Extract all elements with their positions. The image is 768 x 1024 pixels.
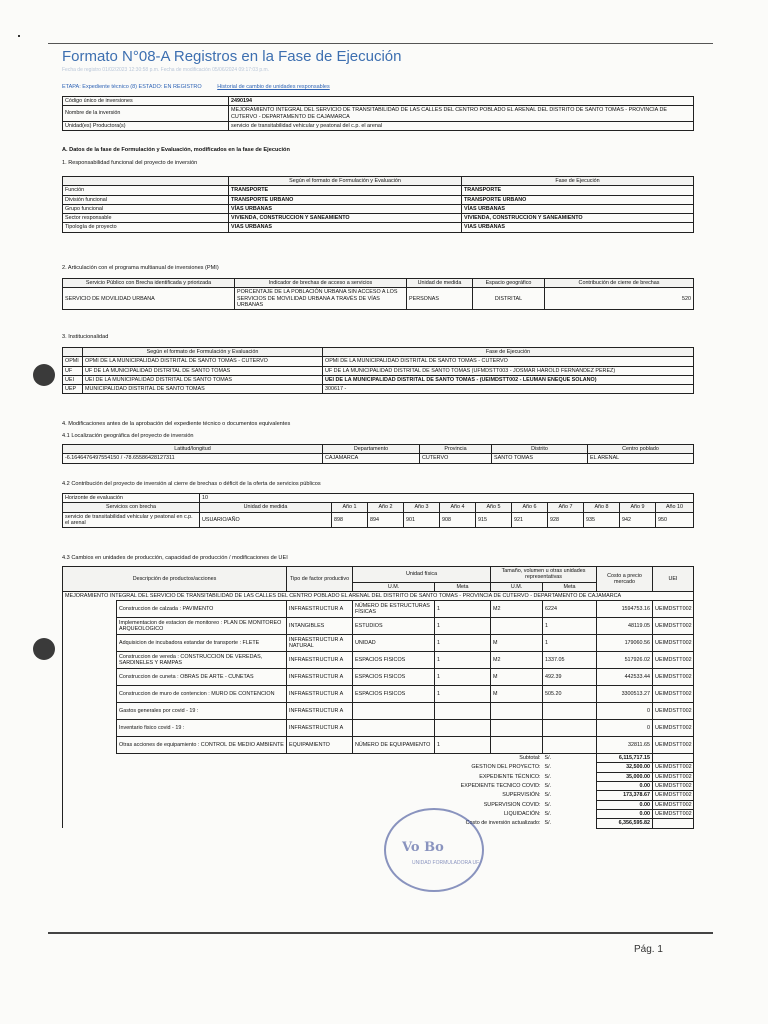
- bottom-rule: [48, 932, 713, 934]
- section-2-title: 2. Articulación con el programa multianual de inversiones (PMI): [62, 265, 219, 271]
- indent-cell: [63, 703, 117, 720]
- total-currency: S/.: [543, 754, 597, 763]
- gap-header: Año 7: [548, 503, 584, 512]
- product-cell: INFRAESTRUCTUR A: [287, 720, 353, 737]
- product-row: [63, 601, 694, 618]
- col-meta-1: Meta: [435, 582, 491, 591]
- location-cell: EL ARENAL: [588, 454, 694, 463]
- product-cell: Construccion de vereda : CONSTRUCCION DE VEREDAS, SARDINELES Y RAMPAS: [117, 652, 287, 669]
- product-cell: M: [491, 686, 543, 703]
- indent-cell: [63, 635, 117, 652]
- total-row: [63, 763, 694, 772]
- product-cell: UEIMDSTT002: [653, 652, 694, 669]
- total-row: [63, 782, 694, 791]
- page-title: Formato N°08-A Registros en la Fase de Ejecución: [62, 48, 402, 65]
- s1-cell: VÍAS URBANAS: [462, 204, 694, 213]
- gap-cell: servicio de transitabilidad vehicular y peatonal en c.p. el arenal: [63, 512, 200, 528]
- gap-cell: USUARIO/AÑO: [200, 512, 332, 528]
- s1-row: [63, 195, 694, 204]
- product-cell: Construccion de calzada : PAVIMENTO: [117, 601, 287, 618]
- total-label: Costo de inversión actualizado:: [63, 819, 543, 828]
- col-desc: Descripción de productos/acciones: [63, 567, 287, 592]
- s3-cell: 300617 -: [323, 385, 694, 394]
- general-row: [63, 121, 694, 130]
- s3-row: [63, 385, 694, 394]
- product-row: [63, 720, 694, 737]
- s2-cell: PERSONAS: [407, 288, 473, 310]
- horizon-label: Horizonte de evaluación: [63, 494, 200, 503]
- section-4-title: 4. Modificaciones antes de la aprobación del expediente técnico o documentos equivalentes: [62, 421, 291, 427]
- punch-hole-top: [33, 364, 55, 386]
- product-cell: 179060.56: [597, 635, 653, 652]
- s2-cell: DISTRITAL: [473, 288, 545, 310]
- stage-status: ETAPA: Expediente técnico (8) ESTADO: EN REGISTRO: [62, 84, 202, 90]
- gap-cell: 901: [404, 512, 440, 528]
- product-cell: NÚMERO DE ESTRUCTURAS FÍSICAS: [353, 601, 435, 618]
- indent-cell: [63, 720, 117, 737]
- gap-header: Servicios con brecha: [63, 503, 200, 512]
- product-cell: ESPACIOS FISICOS: [353, 669, 435, 686]
- s1-cell: VIVIENDA, CONSTRUCCION Y SANEAMIENTO: [462, 214, 694, 223]
- gap-header: Año 4: [440, 503, 476, 512]
- general-label: Unidad(es) Productora(s): [63, 121, 229, 130]
- section-1-title: 1. Responsabilidad funcional del proyecto de inversión: [62, 160, 198, 166]
- product-cell: ESTUDIOS: [353, 618, 435, 635]
- s1-header: [63, 177, 229, 186]
- product-cell: 1: [435, 618, 491, 635]
- product-cell: ESPACIOS FISICOS: [353, 686, 435, 703]
- approval-stamp: [384, 808, 484, 892]
- general-label: Nombre de la inversión: [63, 106, 229, 122]
- product-cell: 1: [435, 635, 491, 652]
- s1-header: Fase de Ejecución: [462, 177, 694, 186]
- product-cell: Implementacion de estacion de monitoreo : PLAN DE MONITOREO ARQUEOLOGICO: [117, 618, 287, 635]
- product-cell: 1: [435, 686, 491, 703]
- product-cell: 32811.65: [597, 737, 653, 754]
- product-cell: [353, 703, 435, 720]
- indent-cell: [63, 686, 117, 703]
- s2-cell: 520: [545, 288, 694, 310]
- stamp-text: Vo Bo: [402, 840, 444, 855]
- total-uei: UEIMDSTT002: [653, 809, 694, 818]
- total-value: 32,500.00: [597, 763, 653, 772]
- total-label: SUPERVISIÓN:: [63, 791, 543, 800]
- s1-cell: TRANSPORTE URBANO: [229, 195, 462, 204]
- gap-header: Año 1: [332, 503, 368, 512]
- total-label: GESTION DEL PROYECTO:: [63, 763, 543, 772]
- product-cell: UEIMDSTT002: [653, 669, 694, 686]
- general-info-table: [62, 96, 694, 131]
- product-cell: [543, 720, 597, 737]
- product-cell: 0: [597, 720, 653, 737]
- gap-cell: 915: [476, 512, 512, 528]
- gap-header: Año 5: [476, 503, 512, 512]
- product-cell: EQUIPAMIENTO: [287, 737, 353, 754]
- project-name-row: MEJORAMIENTO INTEGRAL DEL SERVICIO DE TRANSITABILIDAD DE LAS CALLES DEL CENTRO POBLADO EL ARENAL DEL DISTRITO DE SANTO TOMAS - PROVINCIA DE CUTERVO - DEPARTAMENTO DE CAJAMARCA: [63, 591, 694, 600]
- s1-row: [63, 223, 694, 232]
- product-cell: [491, 720, 543, 737]
- total-label: SUPERVISION COVID:: [63, 800, 543, 809]
- s3-row: [63, 366, 694, 375]
- gap-header: Año 2: [368, 503, 404, 512]
- gap-header: Año 3: [404, 503, 440, 512]
- product-cell: Adquisicion de incubadora estandar de transporte : FLETE: [117, 635, 287, 652]
- product-cell: UEIMDSTT002: [653, 601, 694, 618]
- total-currency: S/.: [543, 809, 597, 818]
- product-cell: M: [491, 635, 543, 652]
- product-cell: 48119.05: [597, 618, 653, 635]
- general-value: 2490194: [229, 97, 694, 106]
- indent-cell: [63, 737, 117, 754]
- s3-cell: UF DE LA MUNICIPALIDAD DISTRITAL DE SANTO TOMAS: [83, 366, 323, 375]
- product-cell: [543, 703, 597, 720]
- s1-cell: VÍAS URBANAS: [229, 204, 462, 213]
- section-42-title: 4.2 Contribución del proyecto de inversión al cierre de brechas o déficit de la oferta de servicios públicos: [62, 481, 321, 487]
- gap-header: Año 9: [620, 503, 656, 512]
- product-cell: 3300513.27: [597, 686, 653, 703]
- total-currency: S/.: [543, 763, 597, 772]
- location-cell: SANTO TOMAS: [492, 454, 588, 463]
- total-label: Subtotal:: [63, 754, 543, 763]
- indent-cell: [63, 652, 117, 669]
- gap-cell: 950: [656, 512, 694, 528]
- gap-cell: 898: [332, 512, 368, 528]
- scan-speck: [18, 35, 20, 37]
- total-value: 0.00: [597, 809, 653, 818]
- section-43-title: 4.3 Cambios en unidades de producción, capacidad de producción / modificaciones de UEI: [62, 555, 288, 561]
- total-currency: S/.: [543, 772, 597, 781]
- product-cell: 0: [597, 703, 653, 720]
- gap-header: Año 6: [512, 503, 548, 512]
- product-cell: Otras acciones de equipamiento : CONTROL DE MEDIO AMBIENTE: [117, 737, 287, 754]
- location-header: Centro poblado: [588, 445, 694, 454]
- location-table: [62, 444, 694, 464]
- total-value: 0.00: [597, 782, 653, 791]
- s3-cell: UEI: [63, 375, 83, 384]
- product-cell: Gastos generales por covid - 19 :: [117, 703, 287, 720]
- product-cell: [435, 720, 491, 737]
- s1-cell: VIVIENDA, CONSTRUCCION Y SANEAMIENTO: [229, 214, 462, 223]
- indent-cell: [63, 669, 117, 686]
- product-cell: UEIMDSTT002: [653, 737, 694, 754]
- gap-cell: 942: [620, 512, 656, 528]
- total-uei: [653, 754, 694, 763]
- gap-header: Año 10: [656, 503, 694, 512]
- product-cell: [491, 737, 543, 754]
- product-cell: [491, 618, 543, 635]
- total-value: 0.00: [597, 800, 653, 809]
- gap-header: Unidad de medida: [200, 503, 332, 512]
- section-a-title: A. Datos de la fase de Formulación y Evaluación, modificados en la fase de Ejecución: [62, 147, 290, 153]
- stamp-subtext: UNIDAD FORMULADORA UF: [412, 860, 480, 866]
- product-cell: 517926.02: [597, 652, 653, 669]
- col-fisicas: Unidad física: [353, 567, 491, 583]
- s1-cell: VIAS URBANAS: [462, 223, 694, 232]
- institutional-table: [62, 347, 694, 394]
- total-row: [63, 819, 694, 828]
- total-currency: S/.: [543, 782, 597, 791]
- product-cell: 1: [435, 601, 491, 618]
- product-cell: 1: [435, 669, 491, 686]
- col-tamano: Tamaño, volumen u otras unidades representativas: [491, 567, 597, 583]
- s1-row: [63, 204, 694, 213]
- product-cell: M2: [491, 652, 543, 669]
- gap-cell: 908: [440, 512, 476, 528]
- location-header: Latitud/longitud: [63, 445, 323, 454]
- product-cell: [353, 720, 435, 737]
- product-cell: M: [491, 669, 543, 686]
- total-value: 173,378.67: [597, 791, 653, 800]
- product-cell: Construccion de cuneta : OBRAS DE ARTE - CUNETAS: [117, 669, 287, 686]
- product-cell: INFRAESTRUCTUR A: [287, 686, 353, 703]
- s2-header: Unidad de medida: [407, 279, 473, 288]
- s1-cell: TRANSPORTE: [229, 186, 462, 195]
- s3-header: [63, 348, 83, 357]
- horizon-value: 10: [200, 494, 694, 503]
- product-cell: UNIDAD: [353, 635, 435, 652]
- col-costo: Costo a precio mercado: [597, 567, 653, 592]
- col-um-1: U.M.: [353, 582, 435, 591]
- product-cell: UEIMDSTT002: [653, 618, 694, 635]
- gap-cell: 894: [368, 512, 404, 528]
- product-cell: INFRAESTRUCTUR A: [287, 669, 353, 686]
- section-41-title: 4.1 Localización geográfica del proyecto de inversión: [62, 433, 194, 439]
- product-cell: Construccion de muro de contencion : MURO DE CONTENCION: [117, 686, 287, 703]
- general-row: [63, 106, 694, 122]
- col-meta-2: Meta: [543, 582, 597, 591]
- total-uei: UEIMDSTT002: [653, 782, 694, 791]
- product-row: [63, 669, 694, 686]
- s1-cell: VIAS URBANAS: [229, 223, 462, 232]
- location-cell: CAJAMARCA: [323, 454, 420, 463]
- total-currency: S/.: [543, 819, 597, 828]
- total-row: [63, 772, 694, 781]
- product-cell: 492.39: [543, 669, 597, 686]
- s2-header: Espacio geográfico: [473, 279, 545, 288]
- product-row: [63, 737, 694, 754]
- location-header: Distrito: [492, 445, 588, 454]
- s3-cell: UEI DE LA MUNICIPALIDAD DISTRITAL DE SANTO TOMAS: [83, 375, 323, 384]
- gap-header: Año 8: [584, 503, 620, 512]
- general-value: MEJORAMIENTO INTEGRAL DEL SERVICIO DE TRANSITABILIDAD DE LAS CALLES DEL CENTRO POBLADO EL ARENAL DEL DISTRITO DE SANTO TOMAS - PROVINCIA DE CUTERVO - DEPARTAMENTO DE CAJAMARCA: [229, 106, 694, 122]
- gap-contribution-table: [62, 493, 694, 528]
- col-um-2: U.M.: [491, 582, 543, 591]
- product-cell: UEIMDSTT002: [653, 703, 694, 720]
- product-cell: INFRAESTRUCTUR A: [287, 703, 353, 720]
- general-label: Código único de inversiones: [63, 97, 229, 106]
- product-cell: 1: [543, 635, 597, 652]
- product-cell: Inventario fisico covid - 19 :: [117, 720, 287, 737]
- col-uei: UEI: [653, 567, 694, 592]
- product-cell: 1: [543, 618, 597, 635]
- stage-line: [62, 84, 330, 90]
- location-header: Provincia: [420, 445, 492, 454]
- product-cell: ESPACIOS FISICOS: [353, 652, 435, 669]
- total-label: EXPEDIENTE TECNICO COVID:: [63, 782, 543, 791]
- s1-cell: Sector responsable: [63, 214, 229, 223]
- total-uei: UEIMDSTT002: [653, 763, 694, 772]
- functional-responsibility-table: [62, 176, 694, 233]
- product-cell: [435, 703, 491, 720]
- product-cell: INTANGIBLES: [287, 618, 353, 635]
- general-row: [63, 97, 694, 106]
- s1-row: [63, 186, 694, 195]
- product-row: [63, 635, 694, 652]
- s1-cell: División funcional: [63, 195, 229, 204]
- s3-row: [63, 375, 694, 384]
- total-uei: UEIMDSTT002: [653, 772, 694, 781]
- s2-header: Indicador de brechas de acceso a servicios: [235, 279, 407, 288]
- total-label: EXPEDIENTE TÉCNICO:: [63, 772, 543, 781]
- product-row: [63, 652, 694, 669]
- s1-cell: TRANSPORTE URBANO: [462, 195, 694, 204]
- s3-cell: UEI DE LA MUNICIPALIDAD DISTRITAL DE SANTO TOMAS - (UEIMDSTT002 - LEUMAN ENEQUE SOLANO): [323, 375, 694, 384]
- total-uei: UEIMDSTT002: [653, 791, 694, 800]
- location-cell: CUTERVO: [420, 454, 492, 463]
- product-cell: INFRAESTRUCTUR A NATURAL: [287, 635, 353, 652]
- s2-cell: PORCENTAJE DE LA POBLACIÓN URBANA SIN ACCESO A LOS SERVICIOS DE MOVILIDAD URBANA A TRAVÉS DE VÍAS URBANAS: [235, 288, 407, 310]
- s1-cell: Tipología de proyecto: [63, 223, 229, 232]
- s3-cell: UF: [63, 366, 83, 375]
- product-cell: INFRAESTRUCTUR A: [287, 652, 353, 669]
- col-tipo: Tipo de factor productivo: [287, 567, 353, 592]
- product-cell: [491, 703, 543, 720]
- total-uei: [653, 819, 694, 828]
- s1-cell: TRANSPORTE: [462, 186, 694, 195]
- product-row: [63, 703, 694, 720]
- s3-cell: OPMI DE LA MUNICIPALIDAD DISTRITAL DE SANTO TOMAS - CUTERVO: [83, 357, 323, 366]
- total-row: [63, 809, 694, 818]
- s1-header: Según el formato de Formulación y Evaluación: [229, 177, 462, 186]
- pmi-table: [62, 278, 694, 310]
- total-currency: S/.: [543, 800, 597, 809]
- product-cell: NÚMERO DE EQUIPAMIENTO: [353, 737, 435, 754]
- product-cell: 442533.44: [597, 669, 653, 686]
- s3-cell: OPMI DE LA MUNICIPALIDAD DISTRITAL DE SANTO TOMAS - CUTERVO: [323, 357, 694, 366]
- product-cell: UEIMDSTT002: [653, 635, 694, 652]
- total-row: [63, 800, 694, 809]
- product-cell: 1337.05: [543, 652, 597, 669]
- punch-hole-bottom: [33, 638, 55, 660]
- product-cell: 505.20: [543, 686, 597, 703]
- s1-cell: Función: [63, 186, 229, 195]
- product-row: [63, 618, 694, 635]
- product-cell: 6224: [543, 601, 597, 618]
- page-number: Pág. 1: [634, 944, 663, 955]
- total-value: 6,115,717.15: [597, 754, 653, 763]
- product-cell: UEIMDSTT002: [653, 686, 694, 703]
- total-value: 6,356,595.82: [597, 819, 653, 828]
- section-3-title: 3. Institucionalidad: [62, 334, 109, 340]
- gap-cell: 935: [584, 512, 620, 528]
- history-link[interactable]: Historial de cambio de unidades responsables: [217, 84, 330, 90]
- s3-cell: UF DE LA MUNICIPALIDAD DISTRITAL DE SANTO TOMAS (UFMDSTT003 - JOSMAR HAROLD FERNANDEZ PEREZ): [323, 366, 694, 375]
- product-cell: 1: [435, 652, 491, 669]
- product-cell: [543, 737, 597, 754]
- product-cell: M2: [491, 601, 543, 618]
- s2-header: Servicio Público con Brecha identificada y priorizada: [63, 279, 235, 288]
- total-uei: UEIMDSTT002: [653, 800, 694, 809]
- total-currency: S/.: [543, 791, 597, 800]
- s2-header: Contribución de cierre de brechas: [545, 279, 694, 288]
- s3-header: Fase de Ejecución: [323, 348, 694, 357]
- s1-cell: Grupo funcional: [63, 204, 229, 213]
- indent-cell: [63, 601, 117, 618]
- production-units-table: [62, 566, 694, 829]
- s3-row: [63, 357, 694, 366]
- s3-cell: MUNICIPALIDAD DISTRITAL DE SANTO TOMAS: [83, 385, 323, 394]
- location-cell: -6.1646476497554150 / -78.65586428127311: [63, 454, 323, 463]
- indent-cell: [63, 618, 117, 635]
- total-label: LIQUIDACIÓN:: [63, 809, 543, 818]
- total-row: [63, 791, 694, 800]
- s3-header: Según el formato de Formulación y Evaluación: [83, 348, 323, 357]
- product-cell: 1594753.16: [597, 601, 653, 618]
- s1-row: [63, 214, 694, 223]
- registration-dates: Fecha de registro 01/02/2023 12:30:58 p.m. Fecha de modificación 05/06/2024 09:17:03 p.m.: [62, 67, 270, 73]
- product-cell: UEIMDSTT002: [653, 720, 694, 737]
- top-rule: [48, 43, 713, 44]
- general-value: servicio de transitabilidad vehicular y peatonal del c.p. el arenal: [229, 121, 694, 130]
- product-row: [63, 686, 694, 703]
- s2-cell: SERVICIO DE MOVILIDAD URBANA: [63, 288, 235, 310]
- s3-cell: OPMI: [63, 357, 83, 366]
- product-cell: INFRAESTRUCTUR A: [287, 601, 353, 618]
- gap-cell: 921: [512, 512, 548, 528]
- location-header: Departamento: [323, 445, 420, 454]
- total-value: 35,000.00: [597, 772, 653, 781]
- product-cell: 1: [435, 737, 491, 754]
- s3-cell: UEP: [63, 385, 83, 394]
- gap-cell: 928: [548, 512, 584, 528]
- total-row: [63, 754, 694, 763]
